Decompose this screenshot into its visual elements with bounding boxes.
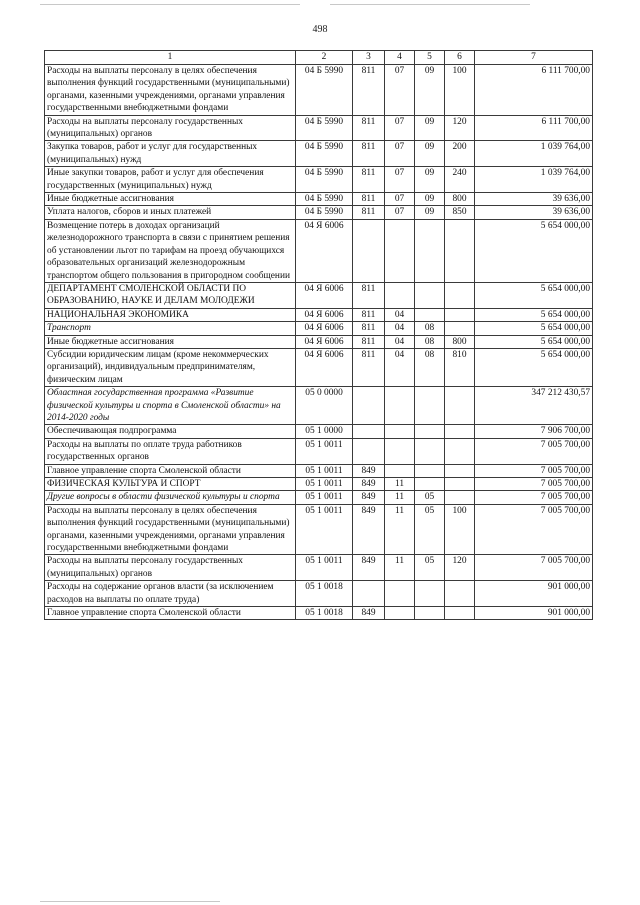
row-target-code: 05 0 0000 (296, 387, 353, 425)
table-row (45, 206, 593, 219)
row-section-code (385, 607, 415, 620)
row-target-code: 05 1 0011 (296, 478, 353, 491)
row-section-code (385, 282, 415, 308)
row-description: ФИЗИЧЕСКАЯ КУЛЬТУРА И СПОРТ (45, 478, 296, 491)
row-description: Главное управление спорта Смоленской области (45, 464, 296, 477)
row-subsection-code: 09 (415, 206, 445, 219)
table-row (45, 335, 593, 348)
row-subsection-code: 09 (415, 193, 445, 206)
table-row (45, 504, 593, 555)
row-description: Иные бюджетные ассигнования (45, 335, 296, 348)
row-section-code: 04 (385, 335, 415, 348)
table-row (45, 141, 593, 167)
row-description: Возмещение потерь в доходах организаций железнодорожного транспорта в связи с принятием решения об установлении льгот по тарифам на проезд обучающихся образовательных организаций железнодорожным транспортом общего пользования в пригородном сообщении (45, 219, 296, 282)
row-expense-type (445, 425, 475, 438)
row-ministry-code: 849 (353, 555, 385, 581)
row-expense-type: 800 (445, 335, 475, 348)
row-amount: 39 636,00 (475, 206, 593, 219)
row-subsection-code (415, 308, 445, 321)
row-ministry-code: 811 (353, 193, 385, 206)
row-amount: 7 005 700,00 (475, 478, 593, 491)
table-row (45, 65, 593, 116)
row-target-code: 05 1 0018 (296, 581, 353, 607)
row-description: Иные закупки товаров, работ и услуг для обеспечения государственных (муниципальных) нужд (45, 167, 296, 193)
row-amount: 7 005 700,00 (475, 555, 593, 581)
row-ministry-code: 811 (353, 282, 385, 308)
row-ministry-code (353, 581, 385, 607)
row-ministry-code (353, 425, 385, 438)
column-header: 2 (296, 51, 353, 65)
table-row (45, 607, 593, 620)
row-subsection-code: 09 (415, 167, 445, 193)
row-section-code: 11 (385, 555, 415, 581)
row-expense-type: 240 (445, 167, 475, 193)
row-amount: 1 039 764,00 (475, 167, 593, 193)
row-amount: 7 005 700,00 (475, 504, 593, 555)
table-row (45, 555, 593, 581)
row-description: Расходы на выплаты персоналу в целях обеспечения выполнения функций государственными (муниципальными) органами, казенными учреждениями, органами управления государственными внебюджетными фондами (45, 504, 296, 555)
row-target-code: 04 Б 5990 (296, 167, 353, 193)
row-ministry-code: 849 (353, 464, 385, 477)
table-row (45, 219, 593, 282)
scan-artifact-line (40, 901, 220, 902)
table-row (45, 308, 593, 321)
table-row (45, 464, 593, 477)
row-amount: 7 005 700,00 (475, 491, 593, 504)
table-row (45, 581, 593, 607)
row-section-code: 11 (385, 491, 415, 504)
row-target-code: 04 Б 5990 (296, 193, 353, 206)
row-amount: 7 906 700,00 (475, 425, 593, 438)
table-row (45, 322, 593, 335)
row-ministry-code: 811 (353, 308, 385, 321)
row-amount: 5 654 000,00 (475, 282, 593, 308)
row-target-code: 04 Я 6006 (296, 308, 353, 321)
table-row (45, 115, 593, 141)
row-section-code (385, 438, 415, 464)
row-section-code (385, 425, 415, 438)
row-amount: 6 111 700,00 (475, 115, 593, 141)
row-subsection-code (415, 387, 445, 425)
row-subsection-code: 09 (415, 115, 445, 141)
row-expense-type (445, 464, 475, 477)
row-expense-type (445, 308, 475, 321)
row-ministry-code: 811 (353, 65, 385, 116)
row-section-code (385, 464, 415, 477)
row-amount: 7 005 700,00 (475, 464, 593, 477)
row-ministry-code (353, 219, 385, 282)
row-ministry-code: 849 (353, 607, 385, 620)
row-expense-type (445, 438, 475, 464)
row-subsection-code: 08 (415, 322, 445, 335)
column-header: 6 (445, 51, 475, 65)
row-description: НАЦИОНАЛЬНАЯ ЭКОНОМИКА (45, 308, 296, 321)
table-row (45, 438, 593, 464)
row-description: Расходы на выплаты персоналу государственных (муниципальных) органов (45, 555, 296, 581)
row-expense-type: 850 (445, 206, 475, 219)
row-section-code: 07 (385, 141, 415, 167)
row-description: Обеспечивающая подпрограмма (45, 425, 296, 438)
row-expense-type (445, 607, 475, 620)
row-subsection-code (415, 581, 445, 607)
row-subsection-code: 09 (415, 141, 445, 167)
row-description: Главное управление спорта Смоленской области (45, 607, 296, 620)
row-section-code (385, 581, 415, 607)
row-description: Областная государственная программа «Развитие физической культуры и спорта в Смоленской области» на 2014-2020 годы (45, 387, 296, 425)
row-subsection-code (415, 219, 445, 282)
scan-artifact-line (40, 4, 300, 5)
row-subsection-code: 05 (415, 555, 445, 581)
row-subsection-code: 05 (415, 491, 445, 504)
row-subsection-code: 08 (415, 348, 445, 386)
row-ministry-code: 811 (353, 167, 385, 193)
row-ministry-code: 811 (353, 322, 385, 335)
table-row (45, 167, 593, 193)
row-subsection-code (415, 438, 445, 464)
row-description: Иные бюджетные ассигнования (45, 193, 296, 206)
table-row (45, 478, 593, 491)
row-ministry-code: 811 (353, 335, 385, 348)
row-amount: 5 654 000,00 (475, 348, 593, 386)
row-description: Расходы на выплаты персоналу государственных (муниципальных) органов (45, 115, 296, 141)
row-description: Транспорт (45, 322, 296, 335)
row-ministry-code: 811 (353, 115, 385, 141)
row-amount: 5 654 000,00 (475, 219, 593, 282)
row-expense-type (445, 581, 475, 607)
row-expense-type (445, 322, 475, 335)
row-expense-type: 100 (445, 65, 475, 116)
table-row (45, 193, 593, 206)
table-header-row (45, 51, 593, 65)
row-target-code: 05 1 0000 (296, 425, 353, 438)
page-number: 498 (312, 24, 328, 35)
row-ministry-code: 811 (353, 206, 385, 219)
row-subsection-code: 05 (415, 504, 445, 555)
column-header: 3 (353, 51, 385, 65)
row-target-code: 04 Б 5990 (296, 141, 353, 167)
row-amount: 39 636,00 (475, 193, 593, 206)
row-ministry-code: 811 (353, 141, 385, 167)
row-section-code: 07 (385, 206, 415, 219)
row-amount: 901 000,00 (475, 607, 593, 620)
table-row (45, 348, 593, 386)
row-amount: 5 654 000,00 (475, 322, 593, 335)
row-target-code: 05 1 0011 (296, 464, 353, 477)
table-row (45, 387, 593, 425)
row-description: Другие вопросы в области физической культуры и спорта (45, 491, 296, 504)
budget-table (44, 50, 593, 620)
row-amount: 6 111 700,00 (475, 65, 593, 116)
row-description: Расходы на выплаты по оплате труда работников государственных органов (45, 438, 296, 464)
row-subsection-code (415, 464, 445, 477)
row-target-code: 05 1 0011 (296, 438, 353, 464)
row-section-code: 11 (385, 504, 415, 555)
row-section-code (385, 387, 415, 425)
column-header: 7 (475, 51, 593, 65)
row-subsection-code (415, 425, 445, 438)
row-description: ДЕПАРТАМЕНТ СМОЛЕНСКОЙ ОБЛАСТИ ПО ОБРАЗОВАНИЮ, НАУКЕ И ДЕЛАМ МОЛОДЕЖИ (45, 282, 296, 308)
row-subsection-code (415, 607, 445, 620)
row-target-code: 04 Я 6006 (296, 322, 353, 335)
table-row (45, 491, 593, 504)
row-description: Закупка товаров, работ и услуг для государственных (муниципальных) нужд (45, 141, 296, 167)
row-amount: 5 654 000,00 (475, 335, 593, 348)
column-header: 4 (385, 51, 415, 65)
row-section-code: 07 (385, 167, 415, 193)
row-section-code (385, 219, 415, 282)
row-subsection-code (415, 282, 445, 308)
table-row (45, 282, 593, 308)
scan-artifact-line (330, 4, 530, 5)
row-target-code: 05 1 0011 (296, 555, 353, 581)
row-section-code: 07 (385, 115, 415, 141)
row-expense-type (445, 491, 475, 504)
row-subsection-code: 08 (415, 335, 445, 348)
row-expense-type (445, 387, 475, 425)
row-amount: 1 039 764,00 (475, 141, 593, 167)
row-expense-type: 810 (445, 348, 475, 386)
row-target-code: 04 Я 6006 (296, 335, 353, 348)
row-expense-type (445, 282, 475, 308)
row-section-code: 04 (385, 308, 415, 321)
row-section-code: 07 (385, 65, 415, 116)
row-amount: 901 000,00 (475, 581, 593, 607)
row-section-code: 07 (385, 193, 415, 206)
column-header: 1 (45, 51, 296, 65)
row-expense-type: 800 (445, 193, 475, 206)
row-target-code: 04 Я 6006 (296, 219, 353, 282)
row-ministry-code: 849 (353, 491, 385, 504)
row-amount: 7 005 700,00 (475, 438, 593, 464)
row-target-code: 05 1 0018 (296, 607, 353, 620)
row-ministry-code (353, 387, 385, 425)
row-expense-type (445, 219, 475, 282)
row-target-code: 04 Б 5990 (296, 115, 353, 141)
row-target-code: 05 1 0011 (296, 504, 353, 555)
row-section-code: 11 (385, 478, 415, 491)
row-expense-type: 100 (445, 504, 475, 555)
row-target-code: 04 Б 5990 (296, 206, 353, 219)
row-description: Расходы на содержание органов власти (за исключением расходов на выплаты по оплате труда) (45, 581, 296, 607)
column-header: 5 (415, 51, 445, 65)
row-expense-type (445, 478, 475, 491)
row-ministry-code: 811 (353, 348, 385, 386)
row-subsection-code: 09 (415, 65, 445, 116)
row-amount: 347 212 430,57 (475, 387, 593, 425)
row-ministry-code: 849 (353, 504, 385, 555)
table-row (45, 425, 593, 438)
row-ministry-code (353, 438, 385, 464)
row-target-code: 04 Я 6006 (296, 282, 353, 308)
row-expense-type: 200 (445, 141, 475, 167)
row-description: Субсидии юридическим лицам (кроме некоммерческих организаций), индивидуальным предпринимателям, физическим лицам (45, 348, 296, 386)
row-subsection-code (415, 478, 445, 491)
row-description: Уплата налогов, сборов и иных платежей (45, 206, 296, 219)
row-target-code: 04 Б 5990 (296, 65, 353, 116)
row-target-code: 05 1 0011 (296, 491, 353, 504)
row-ministry-code: 849 (353, 478, 385, 491)
row-expense-type: 120 (445, 555, 475, 581)
row-description: Расходы на выплаты персоналу в целях обеспечения выполнения функций государственными (муниципальными) органами, казенными учреждениями, органами управления государственными внебюджетными фондами (45, 65, 296, 116)
row-expense-type: 120 (445, 115, 475, 141)
row-target-code: 04 Я 6006 (296, 348, 353, 386)
row-section-code: 04 (385, 348, 415, 386)
row-section-code: 04 (385, 322, 415, 335)
row-amount: 5 654 000,00 (475, 308, 593, 321)
